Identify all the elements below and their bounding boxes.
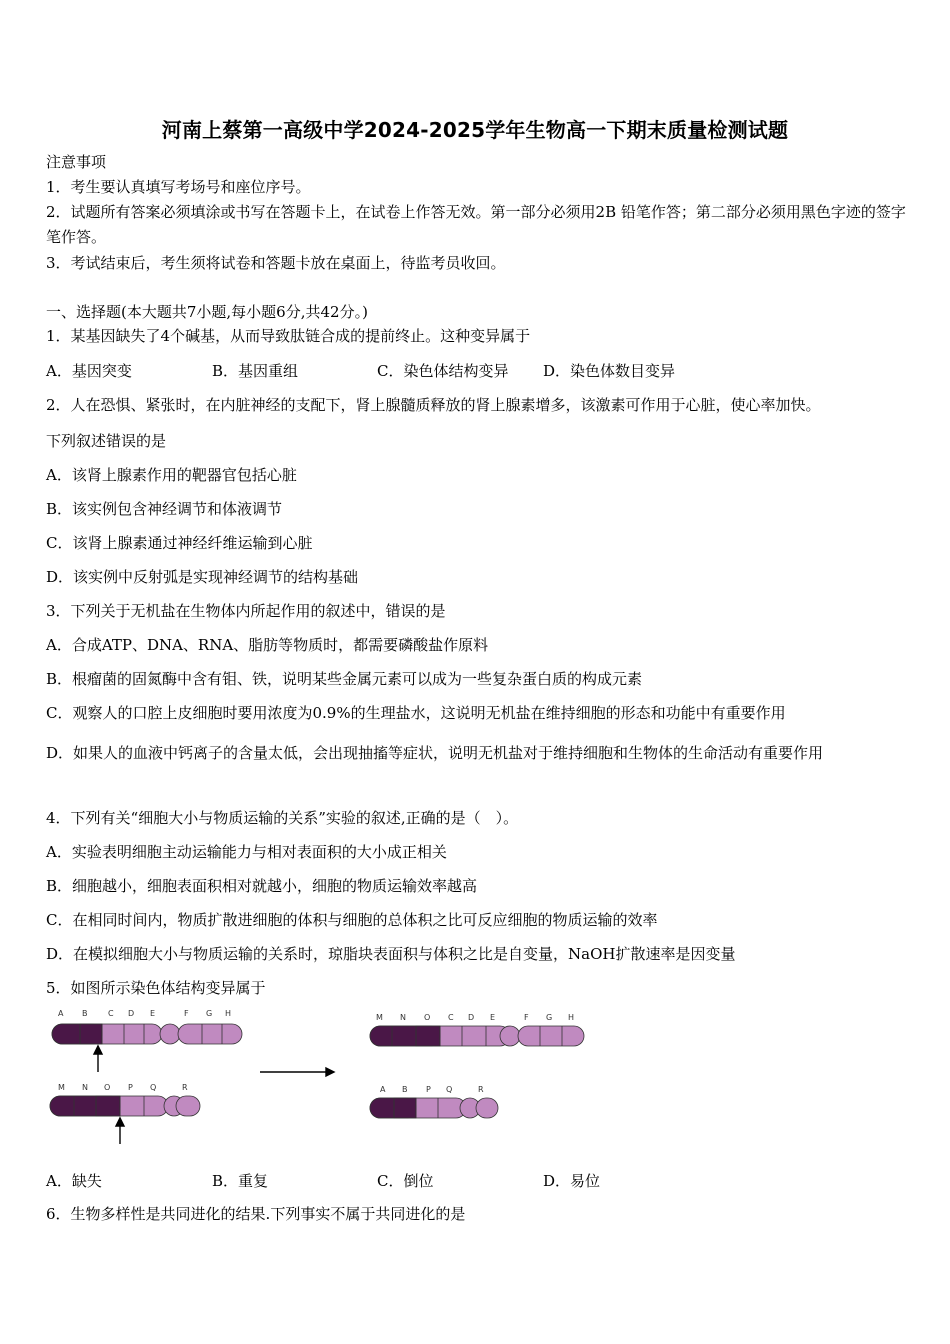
result1-label-n: N: [400, 1013, 406, 1022]
q1-option-a: A．基因突变: [46, 362, 132, 380]
chromosome-translocation-figure: [40, 1004, 600, 1154]
question-2-stem-cont: 下列叙述错误的是: [46, 432, 167, 450]
q5-option-a: A．缺失: [46, 1172, 102, 1190]
break-arrow-1-head: [94, 1046, 102, 1054]
q2-option-a: A．该肾上腺素作用的靶器官包括心脏: [46, 466, 297, 484]
q3-option-b: B．根瘤菌的固氮酶中含有钼、铁，说明某些金属元素可以成为一些复杂蛋白质的构成元素: [46, 670, 643, 688]
question-3-stem: 3．下列关于无机盐在生物体内所起作用的叙述中，错误的是: [46, 602, 446, 620]
result1-label-o: O: [424, 1013, 431, 1022]
result1-label-e: E: [490, 1013, 496, 1022]
question-5-options: [46, 1170, 746, 1190]
notice-item-3: 3．考试结束后，考生须将试卷和答题卡放在桌面上，待监考员收回。: [46, 254, 506, 272]
q2-option-b: B．该实例包含神经调节和体液调节: [46, 500, 283, 518]
chrom1-label-f: F: [184, 1009, 189, 1018]
q1-option-d: D．染色体数目变异: [543, 362, 676, 380]
result2-label-a: A: [380, 1085, 386, 1094]
chromosome-diagram: [40, 1004, 600, 1154]
q5-option-b: B．重复: [212, 1172, 269, 1190]
question-4-stem: 4．下列有关“细胞大小与物质运输的关系”实验的叙述,正确的是（ ）。: [46, 809, 519, 827]
notice-heading: 注意事项: [46, 153, 107, 171]
result1-arm-right: [518, 1026, 584, 1046]
chrom1-centromere: [160, 1024, 180, 1044]
chrom1-arm-right: [178, 1024, 242, 1044]
chrom2-label-o: O: [104, 1083, 111, 1092]
q1-option-c: C．染色体结构变异: [377, 362, 509, 380]
result1-label-f: F: [524, 1013, 529, 1022]
q3-option-c: C．观察人的口腔上皮细胞时要用浓度为0.9%的生理盐水，这说明无机盐在维持细胞的形态和功能中有重要作用: [46, 704, 786, 722]
q2-option-c: C．该肾上腺素通过神经纤维运输到心脏: [46, 534, 313, 552]
result2-arm-right: [476, 1098, 498, 1118]
q1-option-b: B．基因重组: [212, 362, 299, 380]
question-1-options: [46, 360, 746, 380]
result1-label-h: H: [568, 1013, 575, 1022]
chrom2-label-q: Q: [150, 1083, 157, 1092]
question-2-stem: 2．人在恐惧、紧张时，在内脏神经的支配下，肾上腺髓质释放的肾上腺素增多，该激素可作用于心脏，使心率加快。: [46, 396, 821, 414]
q5-option-d: D．易位: [543, 1172, 601, 1190]
chrom2-label-r: R: [182, 1083, 188, 1092]
result1-label-g: G: [546, 1013, 553, 1022]
exam-title: 河南上蔡第一高级中学2024-2025学年生物高一下期末质量检测试题: [161, 118, 789, 142]
result1-label-d: D: [468, 1013, 475, 1022]
result1-label-m: M: [376, 1013, 383, 1022]
chrom1-label-a: A: [58, 1009, 64, 1018]
q3-option-d: D．如果人的血液中钙离子的含量太低，会出现抽搐等症状，说明无机盐对于维持细胞和生物体的生命活动有重要作用: [46, 744, 824, 762]
q5-option-c: C．倒位: [377, 1172, 434, 1190]
result2-label-q: Q: [446, 1085, 453, 1094]
q4-option-b: B．细胞越小，细胞表面积相对就越小，细胞的物质运输效率越高: [46, 877, 478, 895]
chrom1-label-b: B: [82, 1009, 88, 1018]
notice-item-1: 1．考生要认真填写考场号和座位序号。: [46, 178, 311, 196]
q4-option-c: C．在相同时间内，物质扩散进细胞的体积与细胞的总体积之比可反应细胞的物质运输的效率: [46, 911, 658, 929]
result1-centromere: [500, 1026, 520, 1046]
q2-option-d: D．该实例中反射弧是实现神经调节的结构基础: [46, 568, 359, 586]
chrom2-label-m: M: [58, 1083, 65, 1092]
break-arrow-2-head: [116, 1118, 124, 1126]
chrom1-label-g: G: [206, 1009, 213, 1018]
result2-label-r: R: [478, 1085, 484, 1094]
chrom2-label-p: P: [128, 1083, 133, 1092]
chrom1-label-h: H: [225, 1009, 232, 1018]
section-heading: 一、选择题(本大题共7小题,每小题6分,共42分。): [46, 303, 368, 321]
question-5-stem: 5．如图所示染色体结构变异属于: [46, 979, 266, 997]
question-1-stem: 1．某基因缺失了4个碱基，从而导致肽链合成的提前终止。这种变异属于: [46, 327, 531, 345]
result2-label-p: P: [426, 1085, 431, 1094]
chrom1-label-e: E: [150, 1009, 156, 1018]
question-6-stem: 6．生物多样性是共同进化的结果.下列事实不属于共同进化的是: [46, 1205, 466, 1223]
chrom2-label-n: N: [82, 1083, 88, 1092]
chrom1-label-c: C: [108, 1009, 114, 1018]
chrom2-arm-right: [176, 1096, 200, 1116]
q3-option-a: A．合成ATP、DNA、RNA、脂肪等物质时，都需要磷酸盐作原料: [46, 636, 489, 654]
q4-option-d: D．在模拟细胞大小与物质运输的关系时，琼脂块表面积与体积之比是自变量，NaOH扩散速率是因变量: [46, 945, 736, 963]
result2-label-b: B: [402, 1085, 408, 1094]
q4-option-a: A．实验表明细胞主动运输能力与相对表面积的大小成正相关: [46, 843, 447, 861]
chrom1-label-d: D: [128, 1009, 135, 1018]
result1-label-c: C: [448, 1013, 454, 1022]
notice-item-2: 2．试题所有答案必须填涂或书写在答题卡上，在试卷上作答无效。第一部分必须用2B 铅笔作答；第二部分必须用黑色字迹的签字笔作答。: [46, 203, 906, 246]
transform-arrow-head: [326, 1068, 334, 1076]
